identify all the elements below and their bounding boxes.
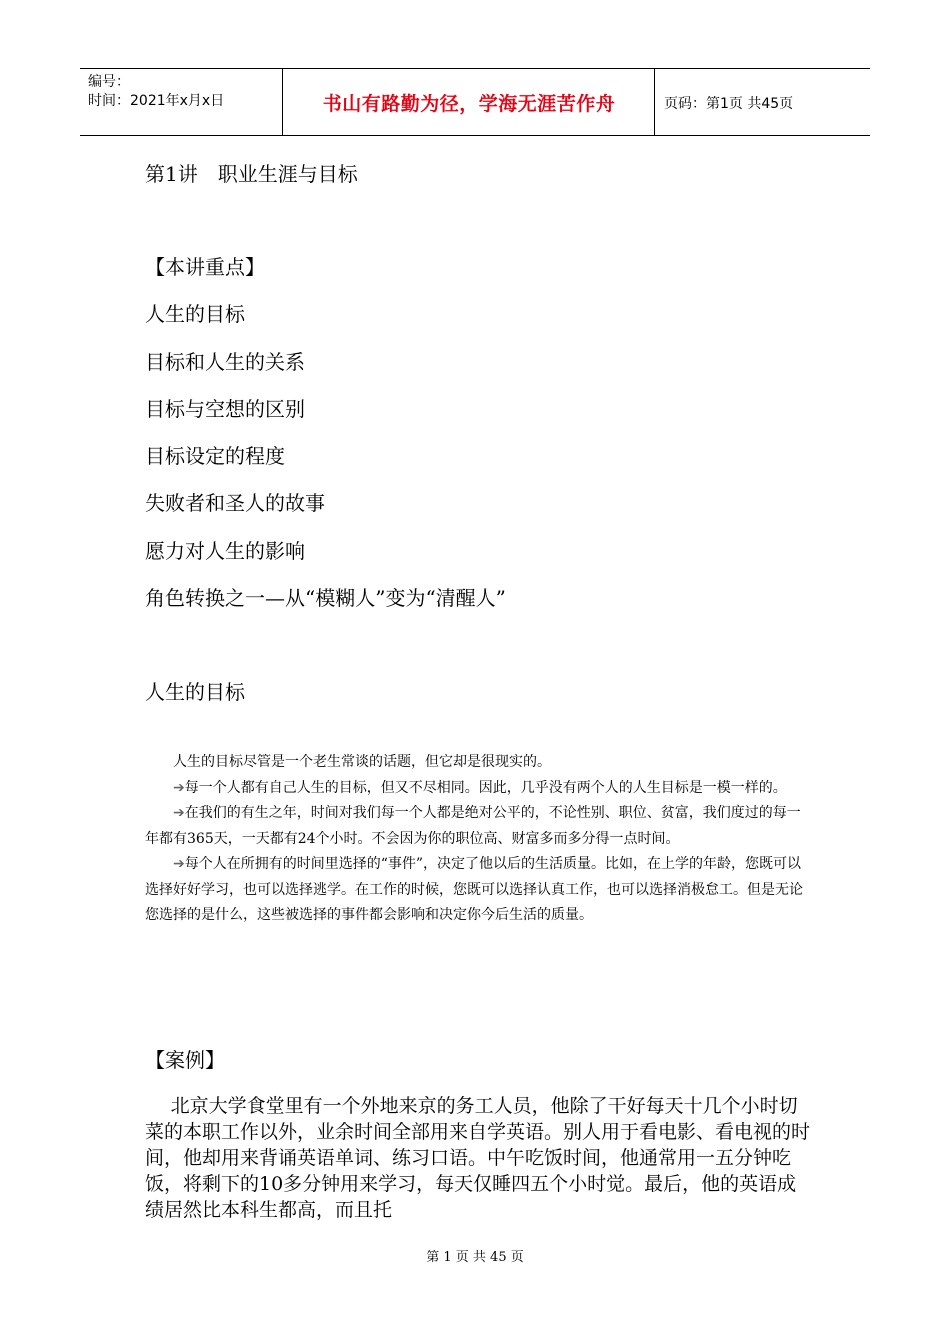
header-motto: 书山有路勤为径，学海无涯苦作舟 <box>322 93 616 115</box>
section-heading: 人生的目标 <box>145 680 245 704</box>
key-points-heading: 【本讲重点】 <box>145 255 265 279</box>
document-date: 时间：2021年x月x日 <box>88 93 225 109</box>
body-paragraph: ➔在我们的有生之年，时间对我们每一个人都是绝对公平的，不论性别、职位、贫富，我们度过的每一年都有365天，一天都有24个小时。不会因为你的职位高、财富多而多分得一点时间。 <box>145 805 801 847</box>
arrow-bullet-icon: ➔ <box>173 856 185 872</box>
body-paragraph: ➔每一个人都有自己人生的目标，但又不尽相同。因此，几乎没有两个人的人生目标是一模一样的。 <box>173 779 787 796</box>
header-divider-left <box>282 69 283 136</box>
case-heading: 【案例】 <box>145 1048 225 1072</box>
body-paragraph: ➔每个人在所拥有的时间里选择的“事件”，决定了他以后的生活质量。比如，在上学的年龄，您既可以选择好好学习，也可以选择逃学。在工作的时候，您既可以选择认真工作，也可以选择消极怠工。但是无论您选择的是什么，这些被选择的事件都会影响和决定你今后生活的质量。 <box>145 856 803 923</box>
arrow-bullet-icon: ➔ <box>173 779 185 796</box>
key-point-item: 目标与空想的区别 <box>145 396 305 421</box>
lecture-name: 职业生涯与目标 <box>217 162 358 186</box>
key-point-item: 愿力对人生的影响 <box>145 538 305 563</box>
header-meta <box>88 73 224 111</box>
case-paragraph: 北京大学食堂里有一个外地来京的务工人员，他除了干好每天十几个小时切菜的本职工作以外，业余时间全部用来自学英语。别人用于看电影、看电视的时间，他却用来背诵英语单词、练习口语。中午吃饭时间，他通常用一五分钟吃饭，将剩下的10多分钟用来学习，每天仅睡四五个小时觉。最后，他的英语成绩居然比本科生都高，而且托 <box>145 1095 811 1221</box>
page-header <box>80 68 870 136</box>
page-footer: 第 1 页 共 45 页 <box>426 1250 524 1265</box>
key-point-item: 角色转换之一—从“模糊人”变为“清醒人” <box>145 586 506 611</box>
document-number-label: 编号： <box>88 74 130 90</box>
body-paragraph: 人生的目标尽管是一个老生常谈的话题，但它却是很现实的。 <box>173 754 551 770</box>
lecture-number: 第1讲 <box>145 162 198 186</box>
key-point-item: 人生的目标 <box>145 302 245 327</box>
key-points-section <box>145 252 506 630</box>
header-page-info: 页码：第1页 共45页 <box>664 95 794 112</box>
key-point-item: 目标设定的程度 <box>145 444 285 469</box>
header-divider-right <box>654 69 655 136</box>
lecture-title <box>145 158 358 187</box>
key-point-item: 失败者和圣人的故事 <box>145 491 325 516</box>
key-point-item: 目标和人生的关系 <box>145 349 305 374</box>
section-body <box>145 750 810 929</box>
arrow-bullet-icon: ➔ <box>173 805 185 821</box>
